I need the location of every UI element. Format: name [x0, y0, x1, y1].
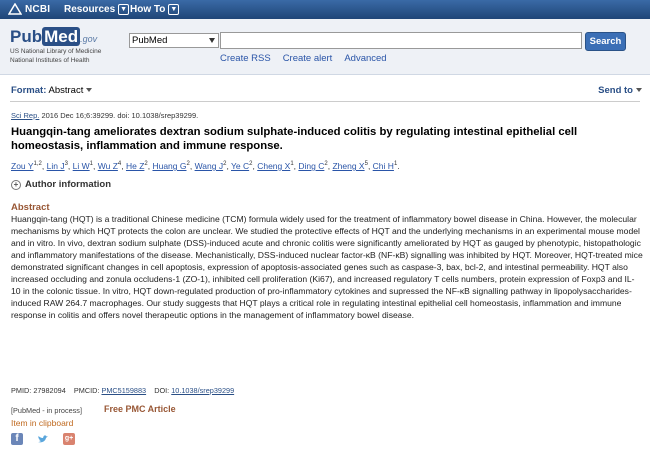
author-affiliation-sup: 3: [64, 161, 68, 168]
author-separator: ,: [121, 161, 126, 171]
abstract-heading: Abstract: [11, 202, 50, 213]
chevron-down-icon: [636, 88, 642, 92]
expand-plus-icon: +: [11, 180, 21, 190]
pmcid-label: PMCID:: [73, 386, 100, 395]
author-link[interactable]: Cheng X: [257, 161, 291, 171]
format-value: Abstract: [48, 85, 84, 96]
author-affiliation-sup: 2: [249, 161, 253, 168]
author-affiliation-sup: 2: [324, 161, 328, 168]
author-affiliation-sup: 1: [290, 161, 294, 168]
citation-line: [11, 111, 198, 120]
author-separator: ,: [67, 161, 73, 171]
send-to-menu[interactable]: [598, 85, 642, 96]
divider: [10, 101, 640, 102]
pubmed-logo-med: Med: [44, 27, 79, 46]
pmid-value: 27982094: [33, 386, 66, 395]
chevron-down-icon: [86, 88, 92, 92]
author-separator: ,: [93, 161, 98, 171]
author-affiliation-sup: 1,2: [33, 161, 42, 168]
googleplus-icon[interactable]: g+: [63, 433, 75, 445]
search-sublinks: [220, 53, 387, 64]
facebook-icon[interactable]: f: [11, 433, 23, 445]
howto-menu-label: How To: [130, 4, 166, 15]
resources-menu-label: Resources: [64, 4, 116, 15]
author-link[interactable]: Wang J: [194, 161, 224, 171]
ncbi-logo-text: NCBI: [25, 3, 51, 15]
ncbi-topbar: [0, 0, 650, 19]
pubmed-header: [0, 19, 650, 75]
chevron-down-icon: [209, 38, 215, 43]
doi-link[interactable]: 10.1038/srep39299: [171, 386, 235, 395]
author-affiliation-sup: 4: [117, 161, 122, 168]
nih-label: National Institutes of Health: [10, 57, 90, 64]
author-separator: ,: [189, 161, 195, 171]
abstract-text: Huangqin-tang (HQT) is a traditional Chinese medicine (TCM) formula widely used for the treatment of inflammatory bowel disease in China. However, the molecular mechanisms by which HQT protects the colon are unclear. We studied the protective effects of HQT and the underlying mechanisms in an experimental mouse model and in vitro. In vivo, dextran sodium sulphate (DSS)-induced acute and chronic colitis were significantly ameliorated by HQT as gauged by phenotypic, histopathologic and inflammatory manifestations of the disease. Mechanistically, DSS-induced nuclear factor-κB (NF-κB) signalling was inhibited by HQT. Moreover, HQT-treated mice demonstrated significant changes in cell apoptosis, expression of apoptosis-associated genes such as caspase-3, bax, bcl-2, and intestinal permeability. HQT also increased occluding and zonula occludens-1 (ZO-1), inhibited cell proliferation (Ki67), and increased regulatory T cells numbers, protein expression of Foxp3 and IL-10 in the colonic tissue. In vitro, HQT down-regulated production of pro-inflammatory cytokines and supressed the NF-κB signalling pathway in lipopolysaccharides-induced RAW 264.7 macrophages. Our study suggests that HQT plays a critical role in regulating intestinal epithelial cell homeostasis, inflammation and immune response in colitis and offers novel therapeutic options in the management of inflammatory bowel disease.: [11, 214, 643, 321]
author-affiliation-sup: 1: [393, 161, 398, 168]
free-pmc-article-link[interactable]: Free PMC Article: [104, 404, 176, 414]
pmid-label: PMID:: [11, 386, 32, 395]
author-link[interactable]: Li W: [72, 161, 90, 171]
author-separator: ,: [327, 161, 333, 171]
author-link[interactable]: Lin J: [46, 161, 65, 171]
create-rss-link[interactable]: Create RSS: [220, 53, 271, 64]
author-link[interactable]: Wu Z: [97, 161, 118, 171]
author-link[interactable]: Chi H: [372, 161, 394, 171]
author-affiliation-sup: 2: [186, 161, 190, 168]
database-select-value: PubMed: [132, 35, 168, 46]
author-separator: .: [397, 161, 400, 171]
pubmed-logo-pub: Pub: [10, 27, 43, 46]
ncbi-logo[interactable]: [8, 3, 50, 15]
author-affiliation-sup: 2: [144, 161, 148, 168]
author-separator: ,: [252, 161, 258, 171]
author-link[interactable]: Huang G: [152, 161, 187, 171]
advanced-search-link[interactable]: Advanced: [344, 53, 387, 64]
author-link[interactable]: Ye C: [231, 161, 250, 171]
clipboard-status[interactable]: Item in clipboard: [11, 418, 74, 428]
search-input[interactable]: [220, 32, 582, 49]
author-link[interactable]: Zou Y: [11, 161, 34, 171]
author-separator: ,: [41, 161, 47, 171]
author-affiliation-sup: 5: [364, 161, 368, 168]
chevron-down-icon: ▼: [168, 4, 179, 15]
pmcid-link[interactable]: PMC5159883: [101, 386, 147, 395]
author-information-toggle[interactable]: [11, 179, 111, 190]
ncbi-logo-icon: [8, 3, 22, 15]
author-link[interactable]: Ding C: [298, 161, 325, 171]
doi-label: DOI:: [154, 386, 170, 395]
author-affiliation-sup: 1: [89, 161, 93, 168]
author-list: [11, 161, 400, 171]
send-to-label: Send to: [598, 85, 633, 96]
article-identifiers: [11, 386, 234, 395]
author-separator: ,: [293, 161, 299, 171]
howto-menu[interactable]: [130, 4, 179, 15]
article-title: Huangqin-tang ameliorates dextran sodium sulphate-induced colitis by regulating intestinal epithelial cell homeostasis, inflammation and immune response.: [11, 126, 578, 152]
search-button[interactable]: Search: [585, 32, 626, 51]
author-link[interactable]: Zheng X: [332, 161, 365, 171]
pubmed-logo-gov: .gov: [80, 34, 98, 44]
format-label: Format:: [11, 85, 47, 96]
pubmed-logo[interactable]: [10, 27, 101, 65]
author-affiliation-sup: 2: [223, 161, 227, 168]
chevron-down-icon: ▼: [118, 4, 129, 15]
author-link[interactable]: He Z: [125, 161, 145, 171]
citation-details: 2016 Dec 16;6:39299. doi: 10.1038/srep39299.: [39, 111, 199, 120]
journal-link[interactable]: Sci Rep.: [11, 111, 40, 120]
database-select[interactable]: [129, 33, 219, 48]
author-separator: ,: [147, 161, 153, 171]
social-share-bar: [11, 433, 75, 445]
author-separator: ,: [226, 161, 232, 171]
format-selector[interactable]: [11, 85, 92, 96]
resources-menu[interactable]: [64, 4, 129, 15]
author-separator: ,: [367, 161, 373, 171]
create-alert-link[interactable]: Create alert: [282, 53, 333, 64]
pubmed-status: [PubMed - in process]: [11, 406, 82, 415]
author-information-label: Author information: [25, 179, 112, 190]
twitter-icon[interactable]: [37, 433, 49, 445]
nlm-label: US National Library of Medicine: [10, 48, 102, 55]
